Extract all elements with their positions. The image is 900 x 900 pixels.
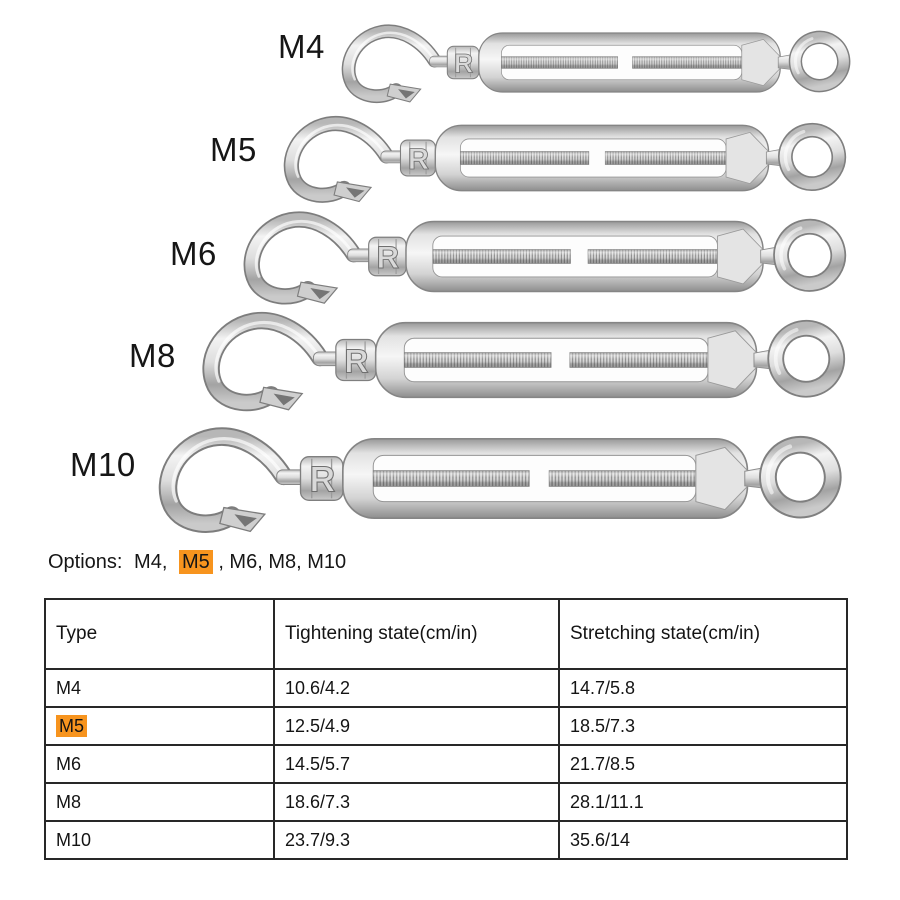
options-label: Options: — [48, 551, 123, 573]
size-label-m10: M10 — [70, 446, 136, 483]
cell-stretching: 21.7/8.5 — [559, 745, 847, 783]
spec-table-header-row — [45, 599, 847, 669]
turnbuckle-image-m10 — [150, 419, 853, 538]
turnbuckle-image-m6 — [236, 204, 856, 309]
cell-type: M4 — [45, 669, 274, 707]
size-label-m8: M8 — [129, 337, 176, 374]
header-stretching: Stretching state(cm/in) — [559, 599, 847, 669]
cell-type — [45, 707, 274, 745]
options-line — [48, 551, 346, 574]
cell-tightening: 10.6/4.2 — [274, 669, 559, 707]
turnbuckle-image-m4 — [336, 18, 858, 107]
size-label-m4: M4 — [278, 28, 325, 65]
header-type: Type — [45, 599, 274, 669]
cell-stretching: 18.5/7.3 — [559, 707, 847, 745]
table-row-m4 — [45, 669, 847, 707]
options-after-highlight: , M6, M8, M10 — [218, 551, 347, 573]
table-row-m8 — [45, 783, 847, 821]
turnbuckle-image-m8 — [195, 304, 855, 416]
size-label-m6: M6 — [170, 235, 217, 272]
turnbuckle-image-m5 — [276, 109, 856, 207]
options-before-highlight: M4, — [134, 551, 168, 573]
cell-type: M10 — [45, 821, 274, 859]
cell-type: M6 — [45, 745, 274, 783]
table-row-m6 — [45, 745, 847, 783]
highlighted-type-value: M5 — [56, 715, 87, 737]
size-label-m5: M5 — [210, 131, 257, 168]
table-row-m5 — [45, 707, 847, 745]
cell-stretching: 28.1/11.1 — [559, 783, 847, 821]
options-highlighted-value: M5 — [179, 550, 213, 574]
cell-tightening: 12.5/4.9 — [274, 707, 559, 745]
spec-table — [44, 598, 848, 860]
cell-type: M8 — [45, 783, 274, 821]
cell-tightening: 18.6/7.3 — [274, 783, 559, 821]
cell-stretching: 14.7/5.8 — [559, 669, 847, 707]
cell-stretching: 35.6/14 — [559, 821, 847, 859]
header-tightening: Tightening state(cm/in) — [274, 599, 559, 669]
cell-tightening: 23.7/9.3 — [274, 821, 559, 859]
cell-tightening: 14.5/5.7 — [274, 745, 559, 783]
table-row-m10 — [45, 821, 847, 859]
